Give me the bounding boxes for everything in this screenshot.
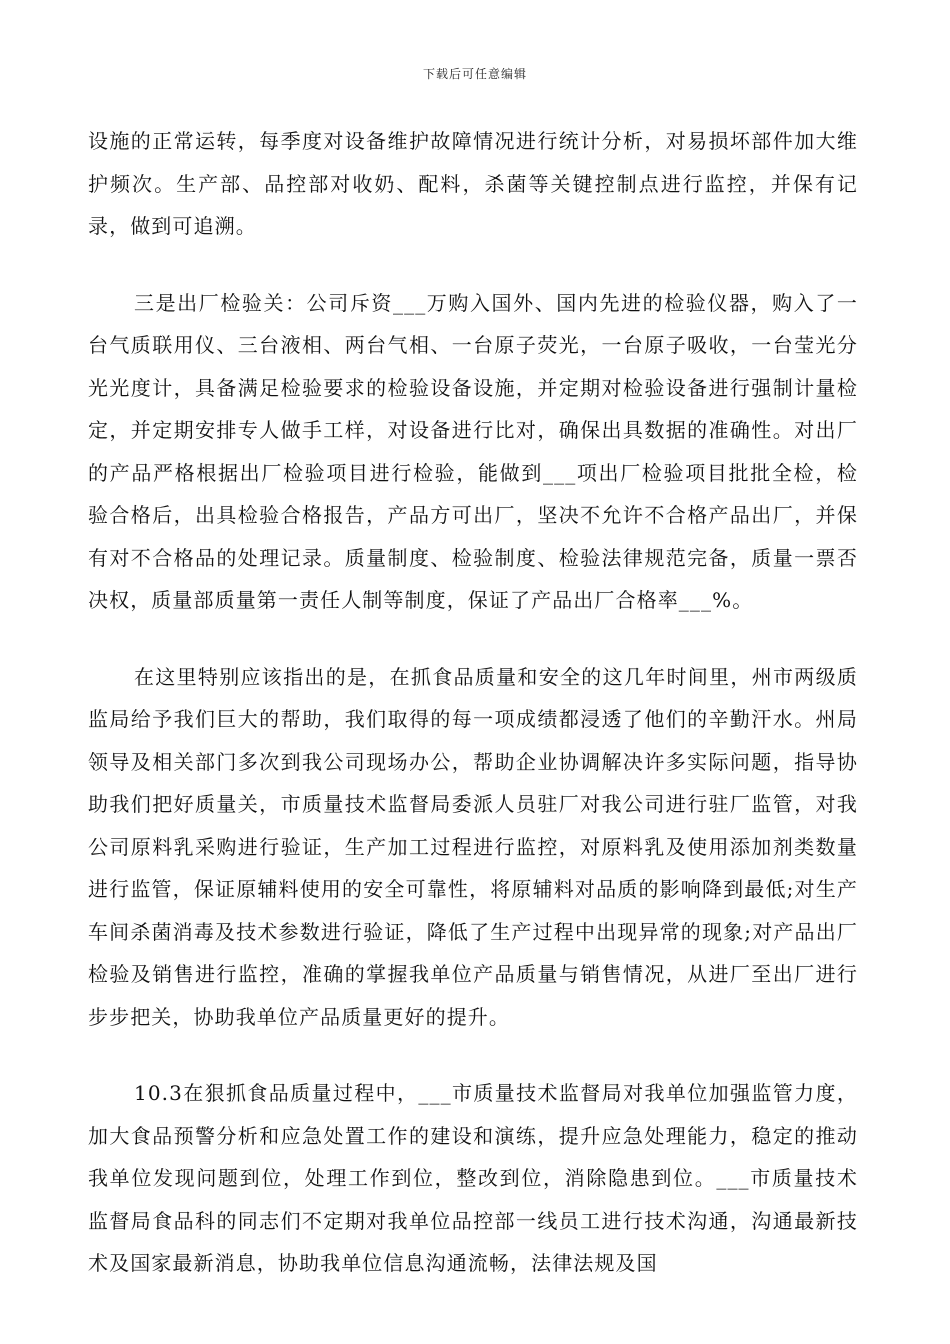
paragraph-factory-inspection: 三是出厂检验关：公司斥资___万购入国外、国内先进的检验仪器，购入了一台气质联用仪、三台液相、两台气相、一台原子荧光，一台原子吸收，一台莹光分光光度计，具备满足检验要求的检验设备设施，并定期对检验设备进行强制计量检定，并定期安排专人做手工样，对设备进行比对，确保出具数据的准确性。对出厂的产品严格根据出厂检验项目进行检验，能做到___项出厂检验项目批批全检，检验合格后，出具检验合格报告，产品方可出厂，坚决不允许不合格产品出厂，并保有对不合格品的处理记录。质量制度、检验制度、检验法律规范完备，质量一票否决权，质量部质量第一责任人制等制度，保证了产品出厂合格率___%。 — [88, 290, 858, 612]
paragraph-supervision-help: 在这里特别应该指出的是，在抓食品质量和安全的这几年时间里，州市两级质监局给予我们巨大的帮助，我们取得的每一项成绩都浸透了他们的辛勤汗水。州局领导及相关部门多次到我公司现场办公，帮助企业协调解决许多实际问题，指导协助我们把好质量关，市质量技术监督局委派人员驻厂对我公司进行驻厂监管，对我公司原料乳采购进行验证，生产加工过程进行监控，对原料乳及使用添加剂类数量进行监管，保证原辅料使用的安全可靠性，将原辅料对品质的影响降到最低;对生产车间杀菌消毒及技术参数进行验证，降低了生产过程中出现异常的现象;对产品出厂检验及销售进行监控，准确的掌握我单位产品质量与销售情况，从进厂至出厂进行步步把关，协助我单位产品质量更好的提升。 — [88, 664, 858, 1029]
paragraph-section-10-3: 10.3在狠抓食品质量过程中，___市质量技术监督局对我单位加强监管力度，加大食品预警分析和应急处置工作的建设和演练，提升应急处理能力，稳定的推动我单位发现问题到位，处理工作到位，整改到位，消除隐患到位。___市质量技术监督局食品科的同志们不定期对我单位品控部一线员工进行技术沟通，沟通最新技术及国家最新消息，协助我单位信息沟通流畅，法律法规及国 — [88, 1081, 858, 1275]
paragraph-continuation: 设施的正常运转，每季度对设备维护故障情况进行统计分析，对易损坏部件加大维护频次。生产部、品控部对收奶、配料，杀菌等关键控制点进行监控，并保有记录，做到可追溯。 — [88, 129, 858, 238]
document-body — [88, 120, 858, 1285]
paragraph-gap — [88, 1038, 858, 1072]
paragraph-gap — [88, 622, 858, 656]
header-note: 下载后可任意编辑 — [422, 67, 527, 81]
paragraph-gap — [88, 248, 858, 282]
